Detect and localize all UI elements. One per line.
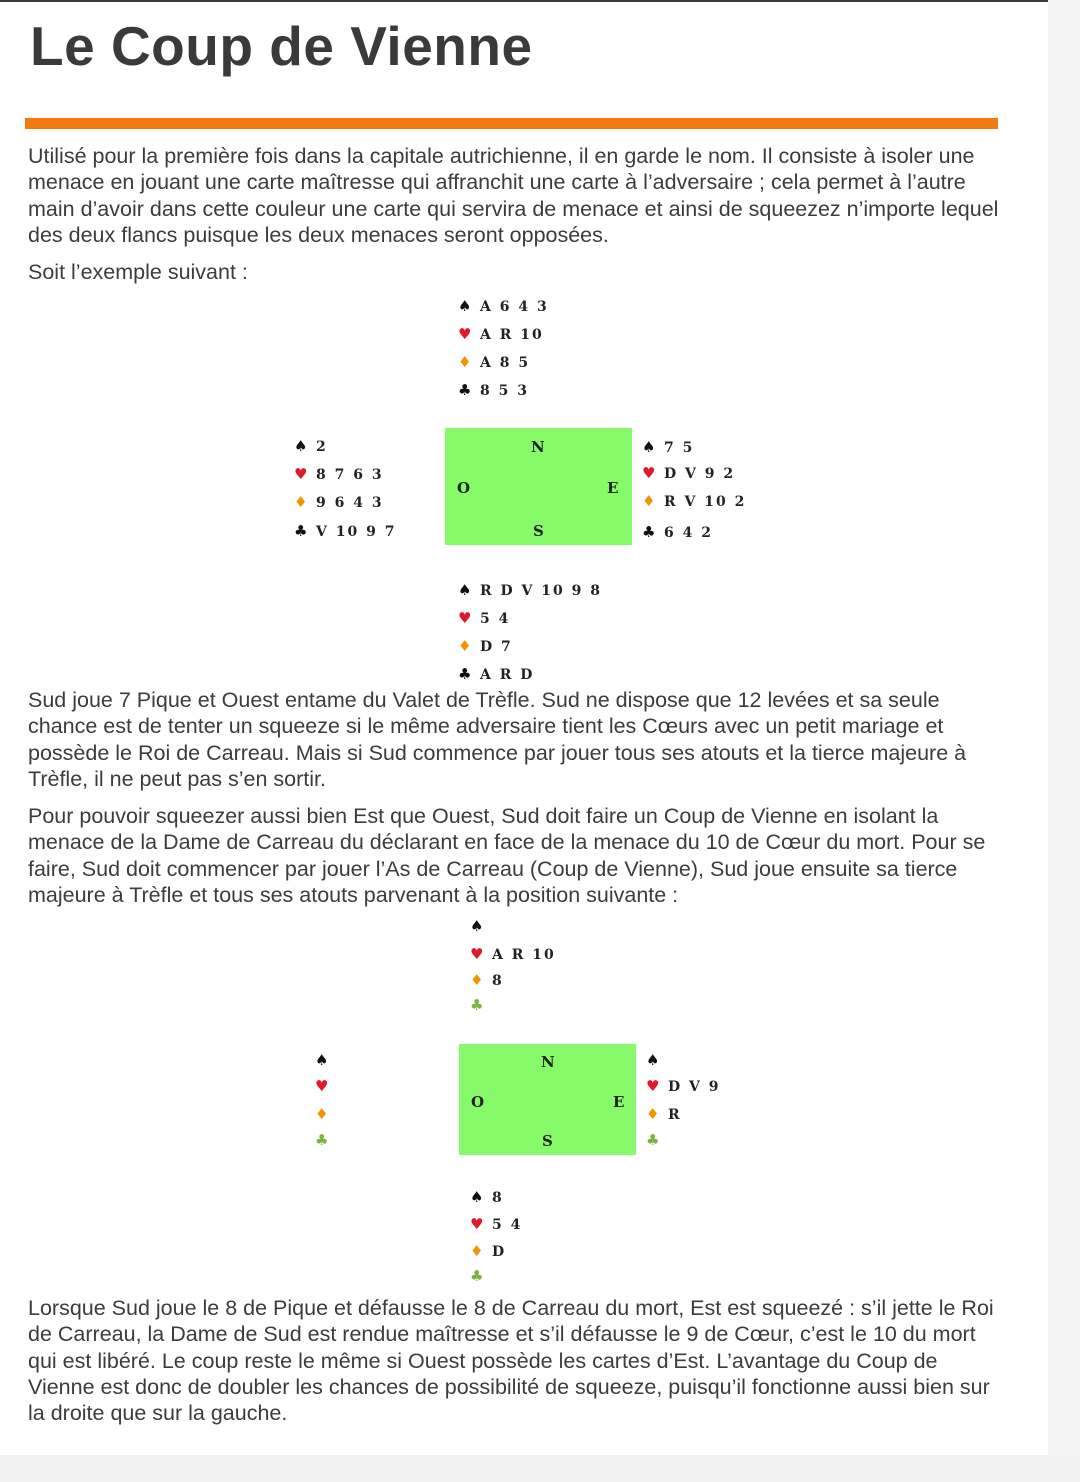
north-clubs: 8 5 3 (480, 383, 529, 399)
diamond-icon: ♦ (458, 637, 472, 655)
spade-icon: ♠ (294, 437, 308, 455)
heart-icon: ♥ (470, 945, 484, 963)
south-diamonds: D (492, 1244, 507, 1260)
south-hearts: 5 4 (492, 1217, 523, 1233)
example-intro: Soit l’exemple suivant : (28, 260, 248, 284)
north-hearts: A R 10 (492, 947, 556, 963)
north-spades: A 6 4 3 (480, 299, 549, 315)
north-diamonds: 8 (492, 973, 504, 989)
south-spades: R D V 10 9 8 (480, 583, 602, 599)
compass-north: N (541, 1053, 555, 1071)
north-diamonds: A 8 5 (480, 355, 531, 371)
south-clubs: A R D (480, 667, 535, 683)
club-icon: ♣ (470, 1267, 484, 1285)
top-border (0, 0, 1080, 2)
diamond-icon: ♦ (294, 493, 308, 511)
paragraph-4: Lorsque Sud joue le 8 de Pique et défausse le 8 de Carreau du mort, Est est squeezé : s’il jette le Roi de Carreau, la Dame de Sud est rendue maîtresse et s’il défausse le 9 de Cœur, c’est le 10 du mort qui est libéré. Le coup reste le même si Ouest possède les cartes d’Est. L’avantage du Coup de Vienne est donc de doubler les chances de possibilité de squeeze, puisqu’il fonctionne aussi bien sur la droite que sur la gauche. (28, 1296, 994, 1426)
diamond-icon: ♦ (470, 971, 484, 989)
compass-west: O (471, 1093, 485, 1111)
west-clubs: V 10 9 7 (316, 524, 397, 540)
scrollbar-track[interactable] (1048, 0, 1080, 1482)
page-title: Le Coup de Vienne (30, 15, 533, 77)
club-icon: ♣ (642, 523, 656, 541)
compass-west: O (457, 479, 471, 497)
heart-icon: ♥ (642, 464, 656, 482)
spade-icon: ♠ (470, 1188, 484, 1206)
spade-icon: ♠ (470, 917, 484, 935)
intro-paragraph: Utilisé pour la première fois dans la capitale autrichienne, il en garde le nom. Il consiste à isoler une menace en jouant une carte maîtresse qui affranchit une carte à l’adversaire ; cela permet à l’autre main d’avoir dans cette couleur une carte qui servira de menace et ainsi de squeezez n’importe lequel des deux flancs puisque les deux menaces seront opposées. (28, 144, 999, 247)
diamond-icon: ♦ (315, 1105, 329, 1123)
east-diamonds: R (668, 1107, 682, 1123)
bottom-bar (0, 1455, 1080, 1482)
spade-icon: ♠ (458, 581, 472, 599)
club-icon: ♣ (294, 522, 308, 540)
east-diamonds: R V 10 2 (664, 494, 747, 510)
paragraph-3: Pour pouvoir squeezer aussi bien Est que Ouest, Sud doit faire un Coup de Vienne en isolant la menace de la Dame de Carreau du déclarant en face de la menace du 10 de Cœur du mort. Pour se faire, Sud doit commencer par jouer l’As de Carreau (Coup de Vienne), Sud joue ensuite sa tierce majeure à Trèfle et tous ses atouts parvenant à la position suivante : (28, 804, 986, 907)
south-diamonds: D 7 (480, 639, 513, 655)
club-icon: ♣ (315, 1131, 329, 1149)
club-icon: ♣ (646, 1131, 660, 1149)
east-hearts: D V 9 2 (664, 466, 736, 482)
paragraph-2: Sud joue 7 Pique et Ouest entame du Valet de Trèfle. Sud ne dispose que 12 levées et sa seule chance est de tenter un squeeze si le même adversaire tient les Cœurs avec un petit mariage et possède le Roi de Carreau. Mais si Sud commence par jouer tous ses atouts et la tierce majeure à Trèfle, il ne peut pas s’en sortir. (28, 688, 967, 791)
heart-icon: ♥ (294, 465, 308, 483)
diamond-icon: ♦ (458, 353, 472, 371)
diamond-icon: ♦ (646, 1105, 660, 1123)
spade-icon: ♠ (458, 297, 472, 315)
south-spades: 8 (492, 1190, 504, 1206)
diamond-icon: ♦ (470, 1242, 484, 1260)
spade-icon: ♠ (315, 1051, 329, 1069)
club-icon: ♣ (470, 996, 484, 1014)
club-icon: ♣ (458, 381, 472, 399)
compass-east: E (613, 1093, 625, 1111)
east-hearts: D V 9 (668, 1079, 721, 1095)
compass-south: S (542, 1132, 553, 1150)
spade-icon: ♠ (642, 438, 656, 456)
east-clubs: 6 4 2 (664, 525, 713, 541)
west-hearts: 8 7 6 3 (316, 467, 384, 483)
diagram1-table (445, 428, 632, 545)
spade-icon: ♠ (646, 1051, 660, 1069)
compass-south: S (533, 522, 544, 540)
club-icon: ♣ (458, 665, 472, 683)
heart-icon: ♥ (458, 325, 472, 343)
west-diamonds: 9 6 4 3 (316, 495, 384, 511)
north-hearts: A R 10 (480, 327, 544, 343)
compass-east: E (607, 479, 619, 497)
title-underline (25, 118, 998, 129)
compass-north: N (531, 438, 545, 456)
south-hearts: 5 4 (480, 611, 511, 627)
west-spades: 2 (316, 439, 328, 455)
heart-icon: ♥ (458, 609, 472, 627)
diagram2-table (459, 1044, 636, 1155)
heart-icon: ♥ (646, 1077, 660, 1095)
heart-icon: ♥ (315, 1077, 329, 1095)
heart-icon: ♥ (470, 1215, 484, 1233)
east-spades: 7 5 (664, 440, 695, 456)
diamond-icon: ♦ (642, 492, 656, 510)
